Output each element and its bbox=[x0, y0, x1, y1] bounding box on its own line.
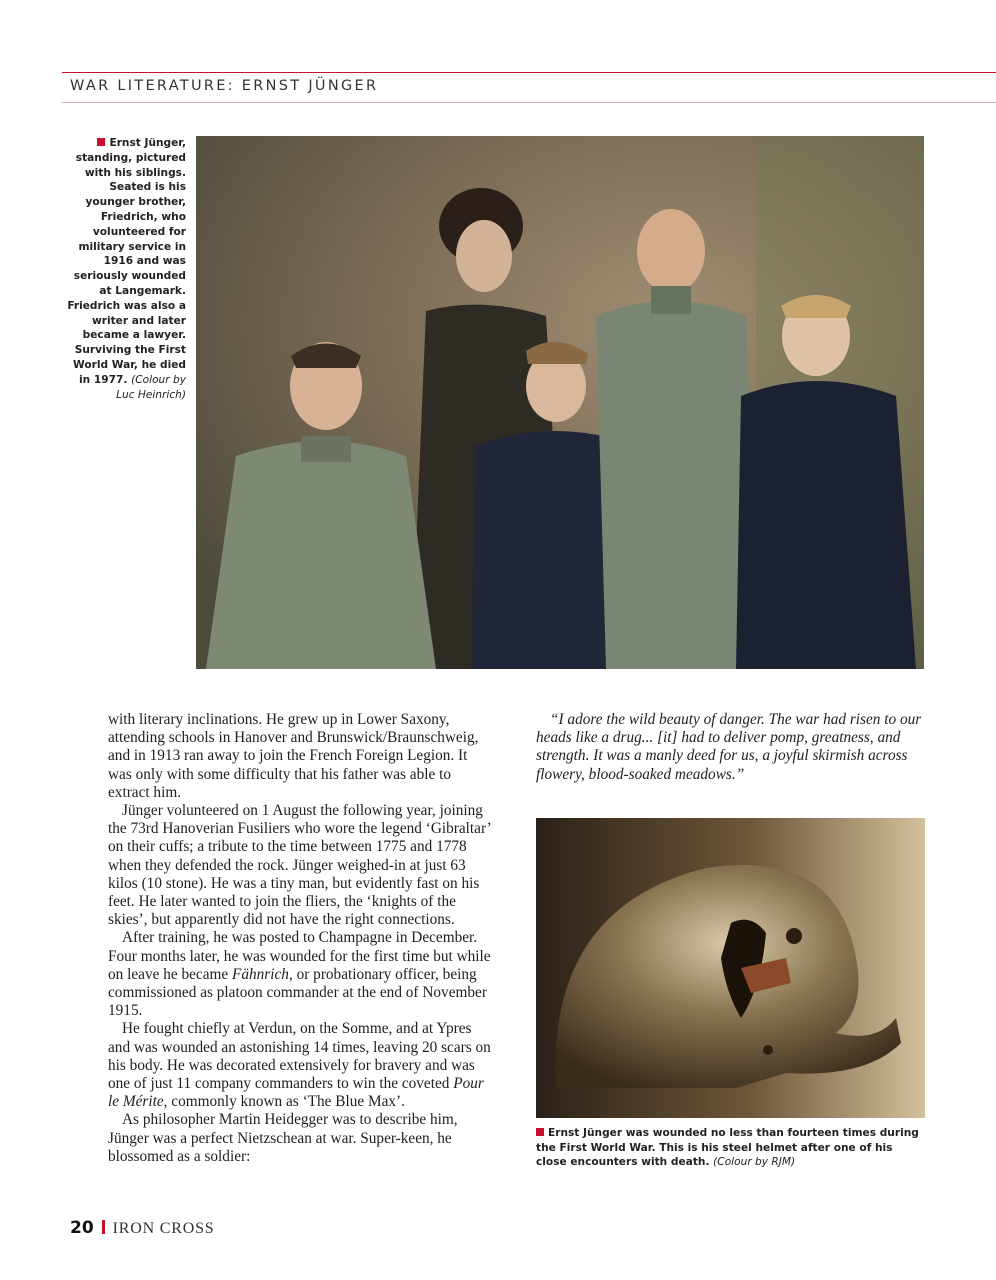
family-photo-illustration bbox=[196, 136, 924, 669]
p4-italic-term: Pour le Mérite bbox=[108, 1075, 484, 1111]
pull-quote: “I adore the wild beauty of danger. The war had risen to our heads like a drug... [it] had to deliver pomp, greatness, and strength. It was a manly deed for us, a joyful skirmish across flowery, blood-soaked meadows.” bbox=[536, 711, 922, 783]
body-paragraph-5: As philosopher Martin Heidegger was to describe him, Jünger was a perfect Nietzschean at war. Super-keen, he blossomed as a soldier: bbox=[108, 1111, 458, 1165]
caption-bullet-icon bbox=[97, 138, 105, 146]
p4-text-before: He fought chiefly at Verdun, on the Somme, and at Ypres and was wounded an astonishing 14 times, leaving 20 scars on his body. He was decorated extensively for bravery and was one of just 11 company commanders to win the coveted bbox=[108, 1020, 491, 1093]
photo-caption-siblings bbox=[64, 136, 186, 402]
body-paragraph-3 bbox=[108, 929, 493, 1020]
section-title: WAR LITERATURE: ERNST JÜNGER bbox=[70, 78, 379, 94]
caption-text: Ernst Jünger, standing, pictured with his siblings. Seated is his younger brother, Friedrich, who volunteered for military service in 1916 and was seriously wounded at Langemark. Friedrich was also a writer and later became a lawyer. Surviving the First World War, he died in 1977. bbox=[67, 137, 186, 386]
header-bottom-rule bbox=[62, 102, 996, 103]
page-footer bbox=[70, 1218, 214, 1238]
body-column-right bbox=[536, 711, 926, 784]
magazine-name: IRON CROSS bbox=[112, 1220, 215, 1237]
family-photo bbox=[196, 136, 924, 669]
page-number: 20 bbox=[70, 1218, 94, 1238]
p3-text-after: , or probationary officer, being commissioned as platoon commander at the end of November 1915. bbox=[108, 965, 487, 1020]
helmet-caption-credit: (Colour by RJM) bbox=[713, 1156, 796, 1168]
caption-credit: (Colour by Luc Heinrich) bbox=[116, 373, 186, 401]
footer-divider bbox=[102, 1220, 105, 1234]
body-paragraph-4 bbox=[108, 1020, 493, 1111]
photo-caption-helmet bbox=[536, 1126, 926, 1170]
body-paragraph-2: Jünger volunteered on 1 August the following year, joining the 73rd Hanoverian Fusiliers who wore the legend ‘Gibraltar’ on their cuffs; a tribute to the time between 1775 and 1778 when they defended the rock. Jünger weighed-in at just 63 kilos (10 stone). He was a tiny man, but evidently fast on his feet. He later wanted to join the fliers, the ‘knights of the skies’, but apparently did not have the right connections. bbox=[108, 802, 491, 929]
body-paragraph-1: with literary inclinations. He grew up in Lower Saxony, attending schools in Hanover and Brunswick/Braunschweig, and in 1913 ran away to join the French Foreign Legion. It was only with some difficulty that his father was able to extract him. bbox=[108, 711, 479, 801]
header-top-rule bbox=[62, 72, 996, 73]
p3-text-before: After training, he was posted to Champagne in December. Four months later, he was wounded for the first time but while on leave he became bbox=[108, 929, 491, 983]
p4-text-after: , commonly known as ‘The Blue Max’. bbox=[163, 1093, 405, 1111]
caption-bullet-icon bbox=[536, 1128, 544, 1136]
p3-italic-term: Fähnrich bbox=[232, 965, 289, 983]
helmet-photo-illustration bbox=[536, 818, 925, 1118]
helmet-caption-text: Ernst Jünger was wounded no less than fourteen times during the First World War. This is his steel helmet after one of his close encounters with death. bbox=[536, 1127, 919, 1168]
helmet-photo bbox=[536, 818, 925, 1118]
body-column-left bbox=[108, 711, 493, 1166]
